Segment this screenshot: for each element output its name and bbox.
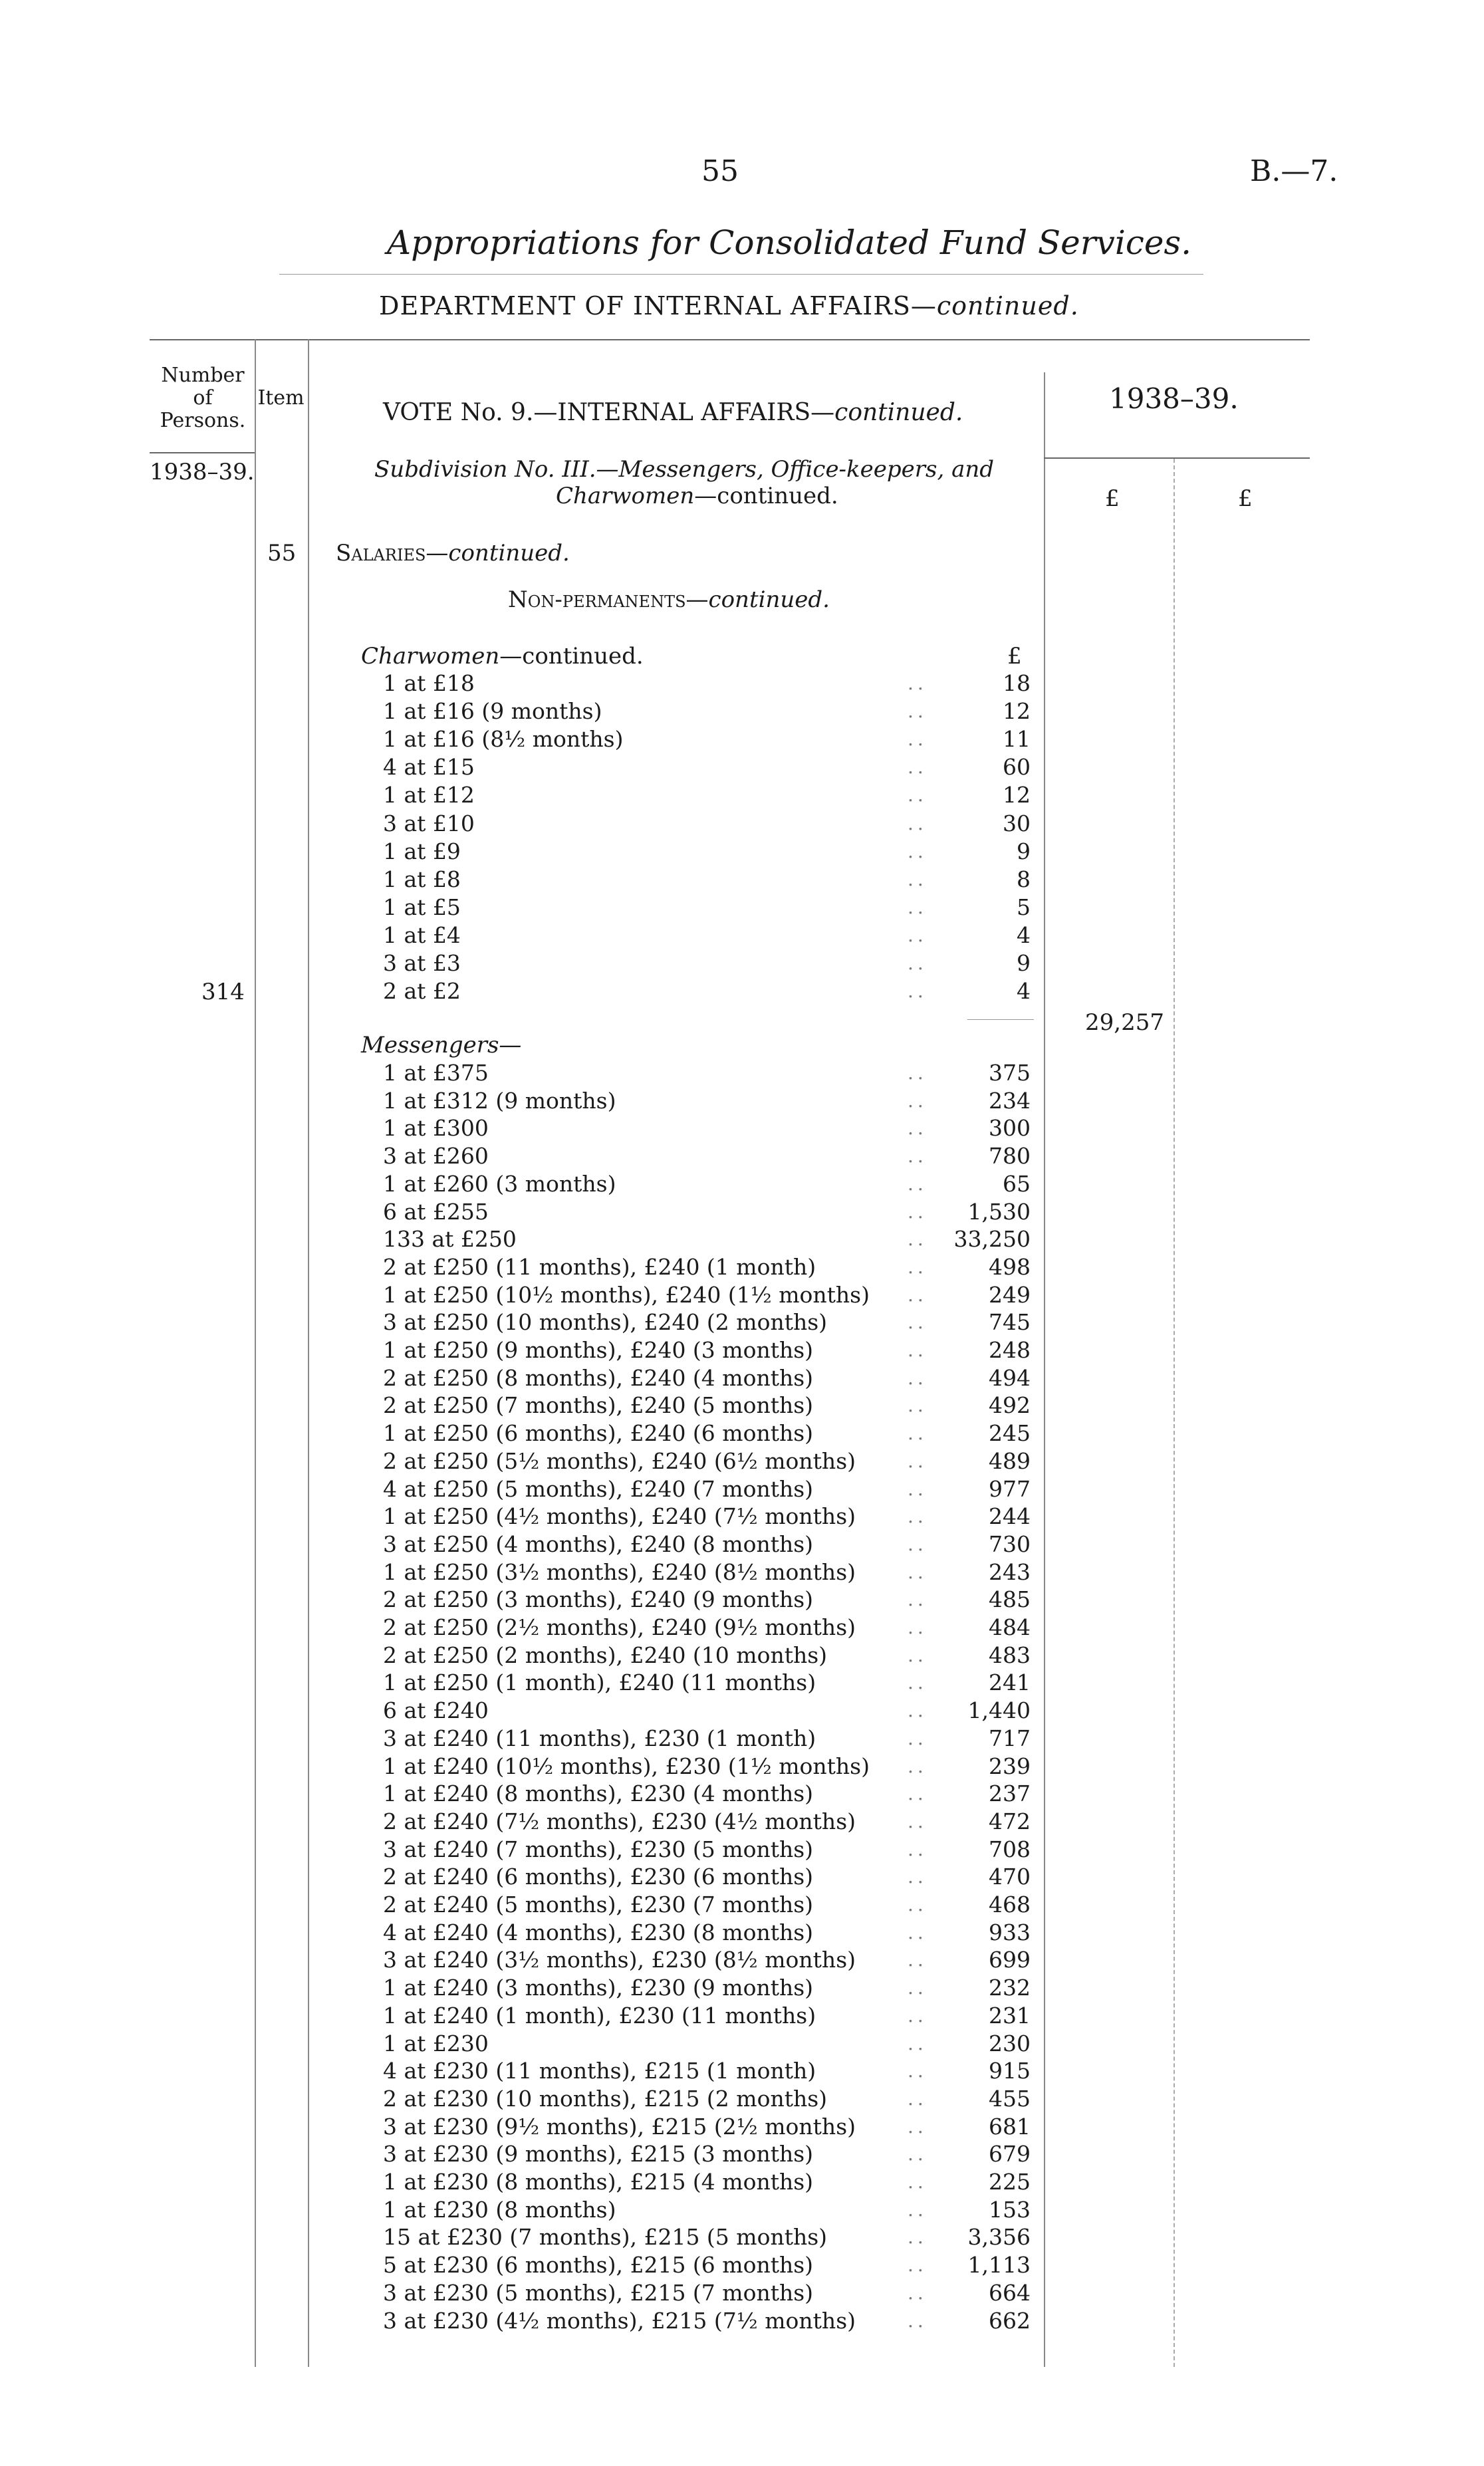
messengers-row-amount: 239 [989,1753,1031,1779]
leader-dots: .. [908,1533,928,1555]
charwomen-row-amount: 4 [1017,922,1031,948]
pound-col-2: £ [1238,485,1253,512]
department-suffix: continued. [936,291,1079,320]
messengers-row-label: 3 at £240 (7 months), £230 (5 months) [383,1836,814,1862]
messengers-row-label: 2 at £250 (5½ months), £240 (6½ months) [383,1447,856,1474]
messengers-row-label: 1 at £250 (9 months), £240 (3 months) [383,1337,814,1363]
item-number: 55 [267,540,297,566]
leader-dots: .. [908,1366,928,1389]
vote-title-text: VOTE No. 9.—INTERNAL AFFAIRS— [383,399,835,426]
charwomen-row-amount: 12 [1003,782,1031,808]
leader-dots: .. [908,1644,928,1666]
leader-dots: .. [908,1422,928,1445]
leader-dots: .. [908,924,928,946]
messengers-row-label: 1 at £240 (8 months), £230 (4 months) [383,1781,814,1807]
messengers-row-amount: 485 [989,1586,1031,1613]
messengers-row-label: 2 at £250 (3 months), £240 (9 months) [383,1586,814,1613]
leader-dots: .. [908,1755,928,1777]
messengers-row-amount: 232 [989,1975,1031,2001]
messengers-row-label: 2 at £240 (6 months), £230 (6 months) [383,1864,814,1890]
charwomen-row-amount: 11 [1003,726,1031,753]
leader-dots: .. [908,1200,928,1223]
messengers-row-label: 1 at £230 [383,2030,489,2056]
leader-dots: .. [908,672,928,694]
messengers-row-label: 2 at £250 (2 months), £240 (10 months) [383,1642,828,1668]
leader-dots: .. [908,1505,928,1528]
messengers-row-amount: 664 [989,2279,1031,2306]
persons-head-rule [150,452,255,453]
leader-dots: .. [908,2060,928,2082]
messengers-row-amount: 1,440 [967,1697,1031,1724]
messengers-row-amount: 717 [989,1725,1031,1751]
charwomen-heading [361,643,644,670]
non-permanents-heading [508,586,830,613]
col-head-item: Item [257,386,305,410]
messengers-row-amount: 484 [989,1614,1031,1640]
charwomen-pound-sign: £ [1007,643,1022,670]
leader-dots: .. [908,1311,928,1334]
leader-dots: .. [908,700,928,723]
messengers-row-amount: 933 [989,1919,1031,1945]
leader-dots: .. [908,2281,928,2304]
messengers-row-amount: 662 [989,2307,1031,2334]
messengers-row-label: 1 at £230 (8 months), £215 (4 months) [383,2169,814,2195]
messengers-row-amount: 494 [989,1364,1031,1391]
messengers-row-label: 1 at £240 (10½ months), £230 (1½ months) [383,1753,870,1779]
year-head-rule [1044,457,1310,459]
messengers-row-amount: 489 [989,1447,1031,1474]
leader-dots: .. [908,1699,928,1722]
charwomen-label: Charwomen [361,643,500,670]
charwomen-row-amount: 5 [1017,894,1031,920]
leader-dots: .. [908,2226,928,2249]
leader-dots: .. [908,840,928,862]
messengers-row-label: 4 at £230 (11 months), £215 (1 month) [383,2058,816,2084]
page-number: 55 [701,154,739,188]
messengers-row-label: 3 at £230 (4½ months), £215 (7½ months) [383,2307,856,2334]
leader-dots: .. [908,2087,928,2110]
column-divider-persons [255,339,256,2367]
messengers-row-amount: 230 [989,2030,1031,2056]
messengers-row-label: 2 at £240 (5 months), £230 (7 months) [383,1892,814,1917]
messengers-row-label: 2 at £250 (2½ months), £240 (9½ months) [383,1614,856,1640]
messengers-row-amount: 237 [989,1781,1031,1807]
messengers-row-label: 15 at £230 (7 months), £215 (5 months) [383,2224,828,2251]
messengers-row-amount: 33,250 [953,1226,1031,1253]
messengers-row-label: 3 at £260 [383,1143,489,1170]
leader-dots: .. [908,896,928,918]
column-divider-item [308,339,309,2367]
leader-dots: .. [908,2004,928,2027]
leader-dots: .. [908,1283,928,1306]
messengers-row-amount: 249 [989,1281,1031,1308]
leader-dots: .. [908,1977,928,1999]
charwomen-row-label: 4 at £15 [383,754,475,781]
document-code: B.—7. [1250,154,1338,188]
charwomen-row-label: 1 at £12 [383,782,475,808]
leader-dots: .. [908,1394,928,1417]
messengers-row-amount: 455 [989,2085,1031,2112]
messengers-row-label: 3 at £250 (10 months), £240 (2 months) [383,1309,828,1336]
messengers-row-amount: 472 [989,1808,1031,1834]
leader-dots: .. [908,2198,928,2221]
messengers-row-amount: 1,113 [967,2252,1031,2279]
charwomen-row-label: 1 at £8 [383,866,461,892]
leader-dots: .. [908,784,928,806]
charwomen-row-label: 1 at £18 [383,670,475,696]
vote-title-suffix: continued. [834,399,963,426]
leader-dots: .. [908,2115,928,2138]
persons-total: 314 [201,979,245,1005]
messengers-row-amount: 375 [989,1060,1031,1086]
messengers-row-amount: 681 [989,2113,1031,2140]
messengers-row-amount: 699 [989,1947,1031,1973]
leader-dots: .. [908,2171,928,2193]
charwomen-row-label: 1 at £16 (9 months) [383,698,602,725]
table-top-rule [150,339,1310,340]
messengers-row-label: 6 at £240 [383,1697,489,1724]
charwomen-row-label: 1 at £5 [383,894,461,920]
messengers-heading: Messengers— [361,1032,522,1058]
leader-dots: .. [908,1145,928,1168]
leader-dots: .. [908,2032,928,2054]
messengers-row-amount: 1,530 [967,1198,1031,1225]
messengers-row-label: 1 at £240 (1 month), £230 (11 months) [383,2002,816,2029]
leader-dots: .. [908,1838,928,1860]
leader-dots: .. [908,1339,928,1361]
leader-dots: .. [908,1949,928,1971]
leader-dots: .. [908,868,928,890]
messengers-row-amount: 977 [989,1475,1031,1502]
department-heading [379,291,1079,320]
charwomen-row-amount: 60 [1003,754,1031,781]
messengers-row-amount: 780 [989,1143,1031,1170]
charwomen-row-amount: 18 [1003,670,1031,696]
leader-dots: .. [908,1449,928,1472]
messengers-row-label: 3 at £240 (11 months), £230 (1 month) [383,1725,816,1751]
messengers-row-label: 6 at £255 [383,1198,489,1225]
charwomen-row-label: 1 at £16 (8½ months) [383,726,624,753]
leader-dots: .. [908,1228,928,1251]
messengers-row-label: 3 at £250 (4 months), £240 (8 months) [383,1531,814,1557]
leader-dots: .. [908,1616,928,1638]
messengers-row-amount: 234 [989,1087,1031,1114]
leader-dots: .. [908,1783,928,1805]
leader-dots: .. [908,1894,928,1915]
subdivision-charwomen: Charwomen [556,483,695,509]
leader-dots: .. [908,1477,928,1500]
non-permanents-label: Non-permanents— [508,586,709,613]
messengers-row-label: 1 at £250 (4½ months), £240 (7½ months) [383,1503,856,1530]
non-permanents-suffix: continued. [708,586,830,613]
messengers-row-amount: 65 [1003,1170,1031,1197]
messengers-row-amount: 225 [989,2169,1031,2195]
messengers-row-amount: 245 [989,1420,1031,1447]
messengers-row-label: 4 at £240 (4 months), £230 (8 months) [383,1919,814,1945]
leader-dots: .. [908,728,928,751]
messengers-row-amount: 243 [989,1558,1031,1585]
salaries-label: Salaries— [336,540,449,566]
messengers-row-amount: 915 [989,2058,1031,2084]
leader-dots: .. [908,1727,928,1749]
messengers-row-amount: 3,356 [967,2224,1031,2251]
messengers-row-label: 1 at £375 [383,1060,489,1086]
messengers-row-label: 1 at £312 (9 months) [383,1087,616,1114]
leader-dots: .. [908,952,928,974]
charwomen-row-label: 1 at £4 [383,922,461,948]
col-head-number-of-persons: Number of Persons. [160,364,246,432]
charwomen-row-amount: 4 [1017,978,1031,1005]
subdivision-line-2 [556,483,838,509]
charwomen-row-amount: 9 [1017,838,1031,864]
charwomen-row-label: 1 at £9 [383,838,461,864]
messengers-row-label: 2 at £250 (11 months), £240 (1 month) [383,1253,816,1280]
charwomen-subtotal-rule [967,1019,1034,1020]
pound-col-1: £ [1105,485,1120,512]
messengers-row-label: 2 at £240 (7½ months), £230 (4½ months) [383,1808,856,1834]
messengers-row-label: 133 at £250 [383,1226,517,1253]
charwomen-suffix: —continued. [499,643,644,670]
messengers-row-label: 2 at £230 (10 months), £215 (2 months) [383,2085,828,2112]
messengers-row-amount: 730 [989,1531,1031,1557]
leader-dots: .. [908,1062,928,1084]
vote-title [383,399,963,426]
charwomen-row-amount: 9 [1017,950,1031,976]
leader-dots: .. [908,1172,928,1195]
charwomen-row-label: 2 at £2 [383,978,461,1005]
messengers-row-label: 4 at £250 (5 months), £240 (7 months) [383,1475,814,1502]
messengers-row-amount: 498 [989,1253,1031,1280]
column-divider-total [1174,459,1175,2367]
messengers-row-amount: 679 [989,2141,1031,2167]
messengers-row-label: 3 at £230 (5 months), £215 (7 months) [383,2279,814,2306]
charwomen-subtotal: 29,257 [1085,1009,1164,1036]
messengers-row-label: 2 at £250 (7 months), £240 (5 months) [383,1392,814,1419]
leader-dots: .. [908,1117,928,1140]
messengers-row-label: 1 at £260 (3 months) [383,1170,616,1197]
leader-dots: .. [908,1255,928,1278]
messengers-row-label: 1 at £300 [383,1115,489,1142]
messengers-row-amount: 468 [989,1892,1031,1917]
leader-dots: .. [908,1560,928,1583]
page-title: Appropriations for Consolidated Fund Services. [387,223,1192,262]
charwomen-row-amount: 12 [1003,698,1031,725]
messengers-row-amount: 241 [989,1669,1031,1696]
leader-dots: .. [908,1810,928,1832]
messengers-row-label: 1 at £250 (6 months), £240 (6 months) [383,1420,814,1447]
leader-dots: .. [908,1866,928,1888]
leader-dots: .. [908,2143,928,2165]
messengers-row-amount: 231 [989,2002,1031,2029]
messengers-row-amount: 244 [989,1503,1031,1530]
salaries-heading [336,540,570,566]
leader-dots: .. [908,980,928,1003]
column-divider-amount [1044,372,1045,2367]
messengers-row-label: 3 at £230 (9½ months), £215 (2½ months) [383,2113,856,2140]
messengers-row-label: 1 at £250 (10½ months), £240 (1½ months) [383,1281,870,1308]
leader-dots: .. [908,1588,928,1611]
leader-dots: .. [908,2309,928,2332]
charwomen-row-amount: 30 [1003,810,1031,836]
title-rule [279,274,1203,275]
charwomen-row-amount: 8 [1017,866,1031,892]
messengers-row-label: 5 at £230 (6 months), £215 (6 months) [383,2252,814,2279]
messengers-row-amount: 300 [989,1115,1031,1142]
messengers-row-label: 1 at £230 (8 months) [383,2196,616,2223]
leader-dots: .. [908,2254,928,2277]
subdivision-line-1: Subdivision No. III.—Messengers, Office-keepers, and [374,456,995,483]
messengers-row-label: 1 at £250 (1 month), £240 (11 months) [383,1669,816,1696]
messengers-row-label: 3 at £230 (9 months), £215 (3 months) [383,2141,814,2167]
messengers-row-amount: 248 [989,1337,1031,1363]
messengers-row-amount: 492 [989,1392,1031,1419]
messengers-row-label: 1 at £250 (3½ months), £240 (8½ months) [383,1558,856,1585]
messengers-row-label: 1 at £240 (3 months), £230 (9 months) [383,1975,814,2001]
subdivision-continued: —continued. [694,483,838,509]
leader-dots: .. [908,1089,928,1112]
messengers-row-label: 2 at £250 (8 months), £240 (4 months) [383,1364,814,1391]
charwomen-row-label: 3 at £10 [383,810,475,836]
leader-dots: .. [908,1671,928,1694]
messengers-row-amount: 745 [989,1309,1031,1336]
persons-year: 1938–39. [150,459,255,485]
col-head-year: 1938–39. [1109,382,1239,415]
leader-dots: .. [908,756,928,779]
messengers-row-amount: 708 [989,1836,1031,1862]
salaries-suffix: continued. [448,540,570,566]
department-name: DEPARTMENT OF INTERNAL AFFAIRS— [379,291,937,320]
messengers-row-amount: 483 [989,1642,1031,1668]
leader-dots: .. [908,812,928,834]
messengers-row-amount: 470 [989,1864,1031,1890]
leader-dots: .. [908,1921,928,1943]
charwomen-row-label: 3 at £3 [383,950,461,976]
messengers-row-amount: 153 [989,2196,1031,2223]
messengers-row-label: 3 at £240 (3½ months), £230 (8½ months) [383,1947,856,1973]
